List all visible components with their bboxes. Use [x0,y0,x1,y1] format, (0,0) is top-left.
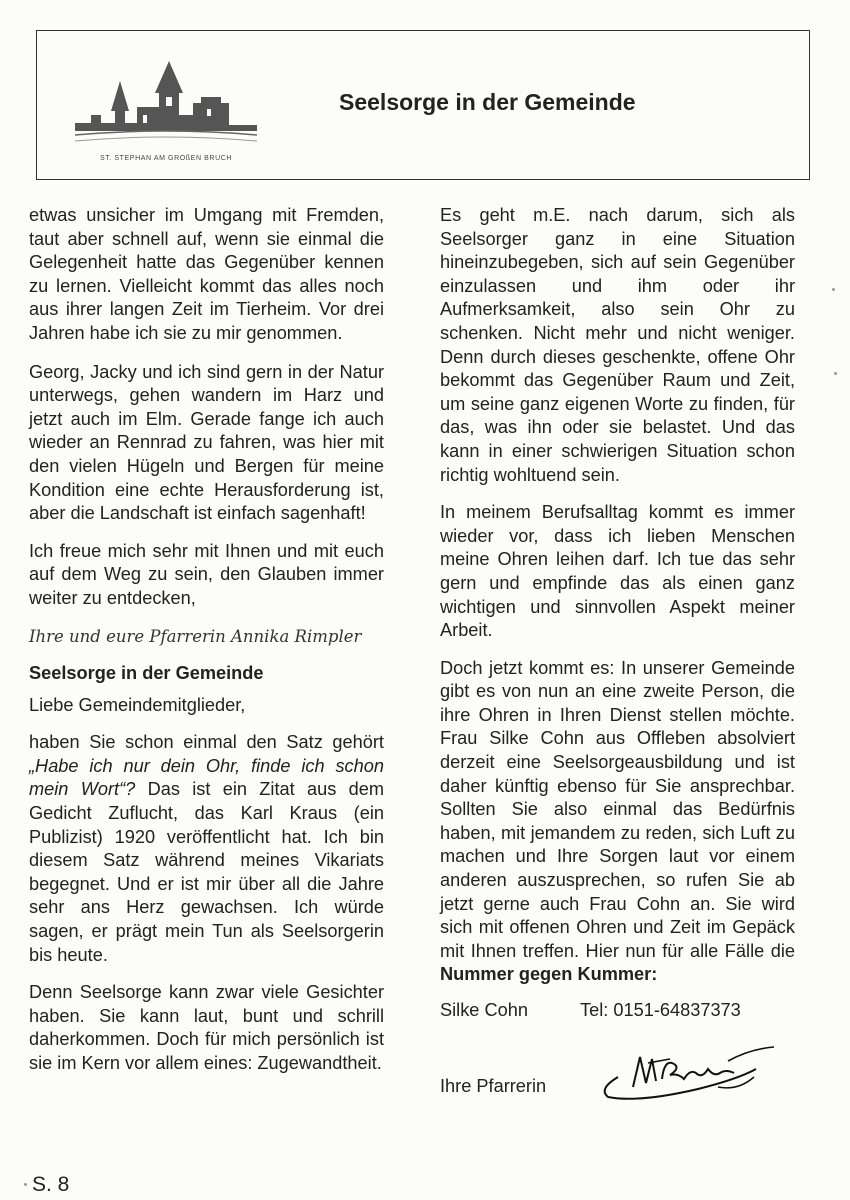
paragraph: In meinem Berufsalltag kommt es immer wieder vor, dass ich lieben Menschen meine Ohren leihen darf. Ich tue das sehr gern und empfinde das als einen ganz wichtigen und sinnvollen Aspekt meiner Arbeit. [440,502,795,641]
quote-text: „Habe ich nur dein Ohr, finde ich schon mein Wort“? [29,755,384,800]
logo-caption: ST. STEPHAN AM GROßEN BRUCH [99,155,233,162]
paragraph: Georg, Jacky und ich sind gern in der Natur unterwegs, gehen wandern im Harz und jetzt auch im Elm. Gerade fange ich auch wieder an Rennrad zu fahren, was hier mit den vielen Hügeln und Bergen für meine Kondition eine echte Herausforderung ist, aber die Landschaft ist einfach sagenhaft! [29,361,384,524]
church-silhouette-icon [71,53,261,153]
scan-speck [834,372,837,375]
right-column [440,204,795,1099]
paragraph-quote [29,731,384,967]
church-logo [71,53,261,173]
header-title: Seelsorge in der Gemeinde [339,89,636,115]
left-column [29,204,384,1090]
section-heading: Seelsorge in der Gemeinde [29,663,264,684]
final-bold-text: Nummer gegen Kummer: [440,964,658,985]
contact-row [440,999,795,1023]
scan-speck [832,288,835,291]
page-number: S. 8 [32,1173,70,1196]
contact-phone: Tel: 0151-64837373 [580,1000,741,1020]
pastor-row [440,1039,795,1099]
signature-icon [578,1039,778,1109]
quote-rest: Das ist ein Zitat aus dem Gedicht Zuflucht, das Karl Kraus (ein Publizist) 1920 veröffentlicht hat. Ich bin diesem Satz während meines Vikariats begegnet. Und er ist mir über all die Jahre sehr ans Herz gewachsen. Ich würde sagen, er prägt mein Tun als Seelsorgerin bis heute. [29,779,384,965]
salutation: Liebe Gemeindemitglieder, [29,694,246,715]
quote-intro: haben Sie schon einmal den Satz gehört [29,732,384,753]
paragraph: etwas unsicher im Umgang mit Fremden, taut aber schnell auf, wenn sie einmal die Gelegenheit hatte das Gegenüber kennen zu lernen. Vielleicht kommt das alles noch aus ihrer langen Zeit im Tierheim. Vor drei Jahren habe ich sie zu mir genommen. [29,205,384,343]
scan-speck [24,1183,27,1186]
paragraph-final [440,657,795,987]
header-box [36,30,810,180]
pastor-label: Ihre Pfarrerin [440,1076,547,1096]
paragraph: Ich freue mich sehr mit Ihnen und mit euch auf dem Weg zu sein, den Glauben immer weiter zu entdecken, [29,540,384,608]
final-text: Doch jetzt kommt es: In unserer Gemeinde gibt es von nun an eine zweite Person, die ihre Ohren in Ihren Dienst stellen möchte. Frau Silke Cohn aus Offleben absolviert derzeit eine Seelsorgeausbildung und ist daher künftig ebenso für Sie ansprechbar. Sollten Sie also einmal das Bedürfnis haben, mit jemandem zu reden, sich Luft zu machen und Ihre Sorgen laut vor einem anderen auszusprechen, so rufen Sie ab jetzt gerne auch Frau Cohn an. Sie wird sich mit offenen Ohren und Zeit im Gepäck mit Ihnen treffen. Hier nun für alle Fälle die [440,657,795,961]
contact-name: Silke Cohn [440,1000,528,1020]
paragraph: Denn Seelsorge kann zwar viele Gesichter haben. Sie kann laut, bunt und schrill daherkommen. Doch für mich persönlich ist sie im Kern vor allem eines: Zugewandtheit. [29,982,384,1073]
paragraph: Es geht m.E. nach darum, sich als Seelsorger ganz in eine Situation hineinzubegeben, sich auf sein Gegenüber einzulassen und ihm oder ihr Aufmerksamkeit, also sein Ohr zu schenken. Nicht mehr und nicht weniger. Denn durch dieses geschenkte, offene Ohr bekommt das Gegenüber Raum und Zeit, um seine ganz eigenen Worte zu finden, für das, was ihn oder sie belastet. Und das kann in einer schwierigen Situation schon richtig wohltuend sein. [440,205,795,485]
signoff-line: Ihre und eure Pfarrerin Annika Rimpler [29,626,362,646]
